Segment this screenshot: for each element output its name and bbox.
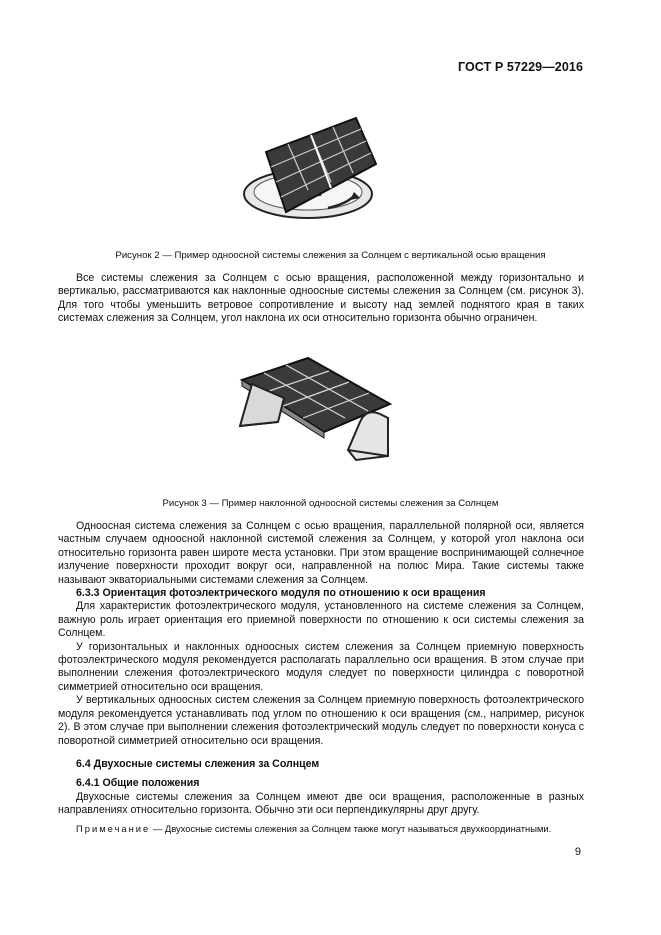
paragraph: У вертикальных одноосных систем слежения за Солнцем приемную поверхность фотоэлектрического модуля рекомендуется устанавливать под углом по отношению к оси вращения (см., например, рисунок 2). В этом случае при выполнении слежения фотоэлектрический модуль следует по поверхности конуса с поворотной симметрией относительно оси вращения. (58, 694, 584, 747)
section-heading-6-3-3: 6.3.3 Ориентация фотоэлектрического модуля по отношению к оси вращения (76, 587, 486, 600)
paragraph: Одноосная система слежения за Солнцем с осью вращения, параллельной полярной оси, является частным случаем одноосной наклонной системой слежения за Солнцем, у которой угол наклона оси относительно горизонта равен широте места установки. При этом вращение воспринимающей солнечное излучение поверхности проходит вокруг оси, направленной на полюс Мира. Такие системы также называют экваториальными системами слежения за Солнцем. (58, 520, 584, 586)
paragraph-block-3 (58, 758, 584, 835)
note-label: Примечание (76, 822, 151, 834)
section-heading-6-4-1: 6.4.1 Общие положения (76, 777, 200, 790)
figure-3-caption: Рисунок 3 — Пример наклонной одноосной системы слежения за Солнцем (162, 498, 499, 509)
figure-2-vertical-axis-tracker (236, 112, 386, 232)
standard-header: ГОСТ Р 57229—2016 (457, 60, 583, 74)
figure-2-caption: Рисунок 2 — Пример одноосной системы слежения за Солнцем с вертикальной осью вращения (115, 250, 546, 261)
paragraph-block-2 (58, 520, 584, 748)
paragraph: Для характеристик фотоэлектрического модуля, установленного на системе слежения за Солнцем, важную роль играет ориентация его приемной поверхности по отношению к оси системы слежения за Солнцем. (58, 600, 584, 640)
figure-3-tilted-axis-tracker (238, 352, 398, 472)
paragraph: У горизонтальных и наклонных одноосных систем слежения за Солнцем приемную поверхность фотоэлектрического модуля рекомендуется располагать параллельно оси вращения. В этом случае при выполнении слежения фотоэлектрического модуля следует по поверхности цилиндра с поворотной симметрией относительно оси вращения. (58, 640, 584, 693)
paragraph: Двухосные системы слежения за Солнцем имеют две оси вращения, расположенные в разных направлениях относительно горизонта. Обычно эти оси перпендикулярны друг другу. (58, 790, 584, 817)
paragraph: Все системы слежения за Солнцем с осью вращения, расположенной между горизонтально и вертикалью, рассматриваются как наклонные одноосные системы слежения за Солнцем (см. рисунок 3). Для того чтобы уменьшить ветровое сопротивление и высоту над землей поднятого края в таких системах слежения за Солнцем, угол наклона их оси относительно горизонта обычно ограничен. (58, 272, 584, 325)
page-number: 9 (574, 846, 581, 858)
note (58, 822, 584, 835)
section-heading-6-4: 6.4 Двухосные системы слежения за Солнцем (76, 758, 320, 770)
note-text: — Двухосные системы слежения за Солнцем также могут называться двухкоординатными. (150, 822, 552, 834)
paragraph-block-1 (58, 272, 584, 326)
